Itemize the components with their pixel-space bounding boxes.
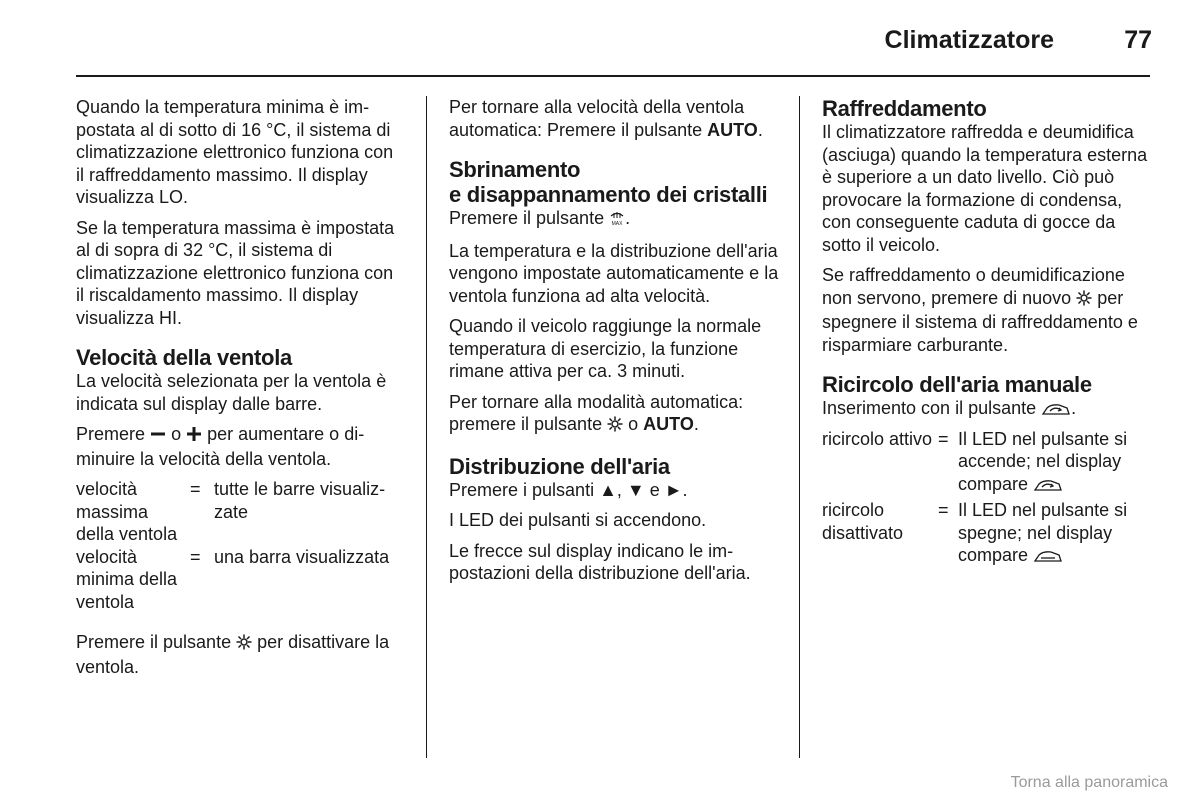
section-heading-fan-speed: Velocità della ventola	[76, 345, 292, 370]
snowflake-icon	[1076, 289, 1092, 312]
definition-row: ricircolo disattivato = Il LED nel pulsante si spegne; nel display compare	[822, 499, 1152, 569]
definition-desc: una barra visualizzata	[214, 546, 390, 567]
definition-term: velocità minima della ventola	[76, 546, 178, 612]
minus-icon	[150, 425, 166, 448]
page-number: 77	[1124, 26, 1152, 54]
paragraph: La temperatura e la distribuzione dell'aria vengono impostate automaticamente e la ventola funziona ad alta velocità.	[449, 240, 779, 306]
definition-row: velocità minima della ventola = una barra visualizzata	[76, 546, 406, 614]
defrost-max-icon	[609, 209, 625, 232]
definition-row: ricircolo attivo = Il LED nel pulsante si accende; nel display compare	[822, 428, 1152, 498]
definition-desc: tutte le barre visualizzate	[214, 479, 386, 522]
paragraph: Il climatizzatore raffredda e deumidifica (asciuga) quando la temperatura esterna è superiore a un dato livello. Ciò può provocare la formazione di condensa, con conseguente caduta di gocce da sotto il veicolo.	[822, 122, 1148, 255]
definition-desc: Il LED nel pulsante si accende; nel display compare	[958, 428, 1152, 498]
definition-term: ricircolo disattivato	[822, 500, 904, 543]
column-1	[76, 96, 406, 686]
section-heading-cooling: Raffreddamento	[822, 96, 987, 121]
paragraph: I LED dei pulsanti si accendono.	[449, 510, 707, 530]
section-heading-defrost: Sbrinamento e disappannamento dei cristalli	[449, 157, 768, 207]
plus-icon	[186, 425, 202, 448]
recirculation-icon	[1033, 475, 1063, 498]
definition-term: velocità massima della ventola	[76, 479, 178, 544]
paragraph: Per tornare alla modalità automatica: premere il pulsante o AUTO.	[449, 391, 779, 438]
paragraph: Se raffreddamento o deumidificazione non servono, premere di nuovo per spegnere il sistema di raffreddamento e risparmiare carburante.	[822, 265, 1138, 355]
section-heading-recirculation: Ricircolo dell'aria manuale	[822, 372, 1092, 397]
definition-row: velocità massima della ventola = tutte le barre visualizzate	[76, 478, 406, 546]
paragraph: Premere il pulsante MAX .	[449, 207, 779, 232]
paragraph: Le frecce sul display indicano le impostazioni della distribuzione dell'aria.	[449, 540, 751, 583]
paragraph: La velocità selezionata per la ventola è indicata sul display dalle barre.	[76, 371, 387, 414]
svg-text:MAX: MAX	[611, 221, 623, 226]
column-3	[822, 96, 1152, 569]
back-to-overview-link[interactable]: Torna alla panoramica	[1010, 774, 1168, 791]
fresh-air-icon	[1033, 546, 1063, 569]
auto-label: AUTO	[643, 414, 694, 434]
paragraph: Inserimento con il pulsante .	[822, 397, 1152, 422]
paragraph: Se la temperatura massima è impostata al di sopra di 32 °C, il sistema di climatizzazione elettronico funziona con il riscaldamento massimo. Il display visualizza HI.	[76, 217, 395, 328]
definition-desc: Il LED nel pulsante si spegne; nel display compare	[958, 499, 1152, 569]
paragraph: Premere il pulsante per disattivare la ventola.	[76, 632, 390, 677]
column-2	[449, 96, 779, 593]
definition-term: ricircolo attivo	[822, 428, 933, 449]
paragraph: Per tornare alla velocità della ventola automatica: Premere il pulsante AUTO.	[449, 97, 763, 140]
fan-icon	[607, 415, 623, 438]
paragraph: Premere o per aumentare o diminuire la velocità della ventola.	[76, 424, 365, 469]
header-rule	[76, 75, 1150, 77]
page-title: Climatizzatore	[884, 26, 1054, 54]
recirculation-icon	[1041, 399, 1071, 422]
paragraph: Quando la temperatura minima è impostata al di sotto di 16 °C, il sistema di climatizzazione elettronico funziona con il raffreddamento massimo. Il display visualizza LO.	[76, 97, 394, 207]
column-divider	[426, 96, 427, 758]
auto-label: AUTO	[707, 119, 758, 140]
paragraph: Premere i pulsanti ▲, ▼ e ►.	[449, 479, 688, 500]
section-heading-air-distribution: Distribuzione dell'aria	[449, 453, 670, 479]
paragraph: Quando il veicolo raggiunge la normale temperatura di esercizio, la funzione rimane attiva per ca. 3 minuti.	[449, 316, 762, 381]
fan-icon	[236, 633, 252, 656]
column-divider	[799, 96, 800, 758]
